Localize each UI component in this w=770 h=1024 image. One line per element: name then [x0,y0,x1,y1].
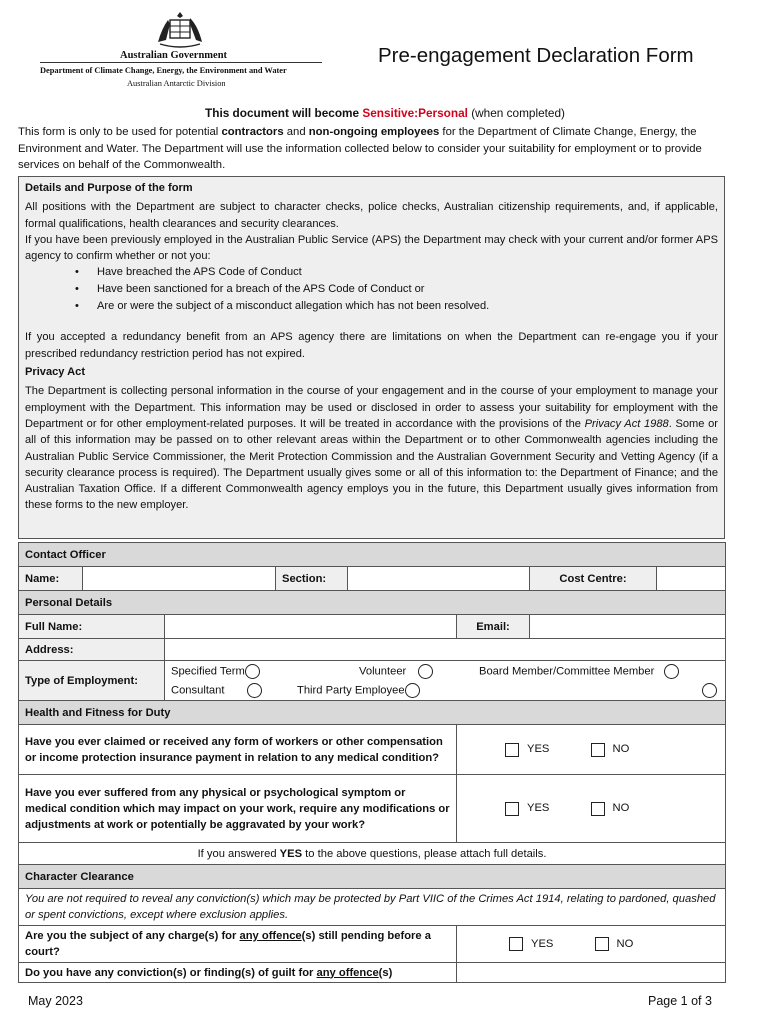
character-question-row [19,926,726,963]
header-divider [40,62,322,63]
yes-checkbox[interactable] [509,937,523,951]
intro-contractors: contractors [221,126,284,138]
full-name-field[interactable] [165,615,457,639]
radio-volunteer[interactable] [418,664,433,679]
address-label: Address: [19,639,165,661]
address-row [19,639,726,661]
section-heading: Personal Details [19,591,726,615]
note-yes: YES [279,847,303,860]
character-note: You are not required to reveal any conviction(s) which may be protected by Part VIIC of the Crimes Act 1914, relating to pardoned, quashed or spent convictions, except where exclusion applies. [19,889,726,926]
department-name: Department of Climate Change, Energy, the Environment and Water [40,66,287,75]
list-item: • Have breached the APS Code of Conduct [75,264,718,281]
details-paragraph-3: If you accepted a redundancy benefit from an APS agency there are limitations on when the Department can re-engage you if your prescribed redundancy restriction period has not expired. [25,331,718,360]
full-name-label: Full Name: [19,615,165,639]
option-label: Consultant [171,684,225,697]
question-text: Do you have any conviction(s) or finding(s) of guilt for [25,966,317,979]
privacy-act-name: Privacy Act 1988 [584,417,669,430]
cost-centre-label: Cost Centre: [530,567,657,591]
no-option[interactable] [595,938,634,950]
privacy-text: The Department is collecting personal information in the course of your engagement and in the course of your employment to manage your employment with the Department. This information may be used or disclosed in order to assess your suitability for employment with the Department or for other employment-related purposes. It will be treated in accordance with the provisions of the [25,385,718,430]
radio-extra-option[interactable] [702,683,717,698]
character-question-2 [19,963,457,983]
yes-label: YES [527,743,550,756]
option-consultant[interactable] [171,683,262,698]
character-answer-2[interactable] [457,963,726,983]
option-specified-term[interactable] [171,664,260,679]
full-name-row [19,615,726,639]
yes-label: YES [531,937,554,950]
health-question-1: Have you ever claimed or received any form of workers or other compensation or income protection insurance payment in relation to any medical condition? [19,725,457,775]
no-checkbox[interactable] [591,802,605,816]
no-checkbox[interactable] [591,743,605,757]
section-heading: Character Clearance [19,865,726,889]
intro-text: for the Department of Climate Change, Energy, the Environment and Water. The Department will use the information collected below to consider your suitability for employment or to provide services on behalf of the Commonwealth. [18,126,702,171]
no-checkbox[interactable] [595,937,609,951]
health-note [19,843,726,865]
aps-bullet-list [75,264,718,315]
question-text: (s) still pending before a court? [25,930,431,958]
personal-details-section [19,591,726,615]
option-label: Board Member/Committee Member [479,665,655,678]
note-text: If you answered [197,847,280,860]
option-label: Third Party Employee [297,684,405,697]
section-heading: Health and Fitness for Duty [19,701,726,725]
yes-checkbox[interactable] [505,743,519,757]
intro-paragraph [18,124,718,174]
contact-officer-section [19,543,726,567]
radio-third-party[interactable] [405,683,420,698]
footer-date: May 2023 [28,994,83,1008]
details-paragraph-2: If you have been previously employed in the Australian Public Service (APS) the Department may check with your current and/or former APS agency to confirm whether or not you: [25,233,718,263]
character-note-row [19,889,726,926]
yes-option[interactable] [509,938,553,950]
radio-board-member[interactable] [664,664,679,679]
yes-option[interactable] [505,743,549,755]
list-item: • Have been sanctioned for a breach of the APS Code of Conduct or [75,281,718,298]
section-field[interactable] [348,567,530,591]
question-text: Are you the subject of any charge(s) for [25,930,240,942]
contact-name-field[interactable] [83,567,276,591]
no-option[interactable] [591,802,630,814]
footer-page-number: Page 1 of 3 [648,994,712,1008]
employment-type-row [19,661,726,701]
health-section [19,701,726,725]
details-heading: Details and Purpose of the form [25,182,193,194]
address-field[interactable] [165,639,726,661]
coat-of-arms-icon [150,8,210,50]
sensitivity-suffix: (when completed) [471,106,565,120]
no-option[interactable] [591,743,630,755]
health-answer-1 [457,725,726,775]
details-purpose-box [18,176,725,539]
option-label: Volunteer [359,665,407,678]
sensitivity-notice [0,106,770,120]
option-board-member[interactable] [479,664,679,679]
health-question-row [19,725,726,775]
privacy-paragraph [25,383,718,513]
radio-specified-term[interactable] [245,664,260,679]
yes-option[interactable] [505,802,549,814]
section-heading: Contact Officer [19,543,726,567]
character-section [19,865,726,889]
email-label: Email: [457,615,530,639]
privacy-heading: Privacy Act [25,366,86,379]
intro-non-ongoing: non-ongoing employees [308,126,440,138]
character-question-1 [19,926,457,963]
health-question-2: Have you ever suffered from any physical or psychological symptom or medical condition which may impact on your work, require any modifications or adjustments at work or potentially be aggravated by your work? [19,775,457,843]
intro-text: This form is only to be used for potential [18,126,222,138]
intro-text: and [283,126,309,138]
employment-type-label: Type of Employment: [19,661,165,701]
no-label: NO [616,937,634,950]
question-underlined: any offence [239,930,302,942]
option-label: Specified Term [171,665,245,678]
declaration-form-table [18,542,726,983]
option-third-party[interactable] [297,683,420,698]
radio-consultant[interactable] [247,683,262,698]
sensitivity-label: Sensitive:Personal [362,106,468,120]
list-item: • Are or were the subject of a misconduct allegation which has not been resolved. [75,298,718,315]
character-answer-1 [457,926,726,963]
question-underlined: any offence [316,966,379,979]
health-question-row [19,775,726,843]
character-question-row [19,963,726,983]
yes-checkbox[interactable] [505,802,519,816]
option-volunteer[interactable] [359,664,433,679]
details-paragraph-1: All positions with the Department are subject to character checks, police checks, Australian citizenship requirements, and, if applicable, formal qualifications, health clearances and security clearances. [25,201,718,230]
health-note-row [19,843,726,865]
cost-centre-field[interactable] [657,567,726,591]
sensitivity-prefix: This document will become [205,106,360,120]
division-name: Australian Antarctic Division [127,79,226,88]
no-label: NO [612,802,630,815]
no-label: NO [612,743,630,756]
employment-type-options [165,661,726,701]
privacy-text: . Some or all of this information may be passed on to other relevant areas within the Department or to other Commonwealth agencies including the Australian Public Service Commissioner, the Merit Protection Commission and the Australian Government Security and Vetting Agency (if a security clearance process is required). The Department usually gives some or all of this information to: the Department of Finance; and the Australian Taxation Office. If a different Commonwealth agency employs you in the future, this Department usually gives information from these forms to the new employer. [25,417,718,512]
section-label: Section: [276,567,348,591]
question-text: (s) [378,966,393,979]
health-answer-2 [457,775,726,843]
page-header [0,0,770,100]
email-field[interactable] [530,615,726,639]
form-title: Pre-engagement Declaration Form [378,44,694,67]
government-name: Australian Government [120,50,228,61]
contact-officer-row [19,567,726,591]
note-text: to the above questions, please attach full details. [302,847,547,860]
contact-name-label: Name: [19,567,83,591]
yes-label: YES [527,802,550,815]
